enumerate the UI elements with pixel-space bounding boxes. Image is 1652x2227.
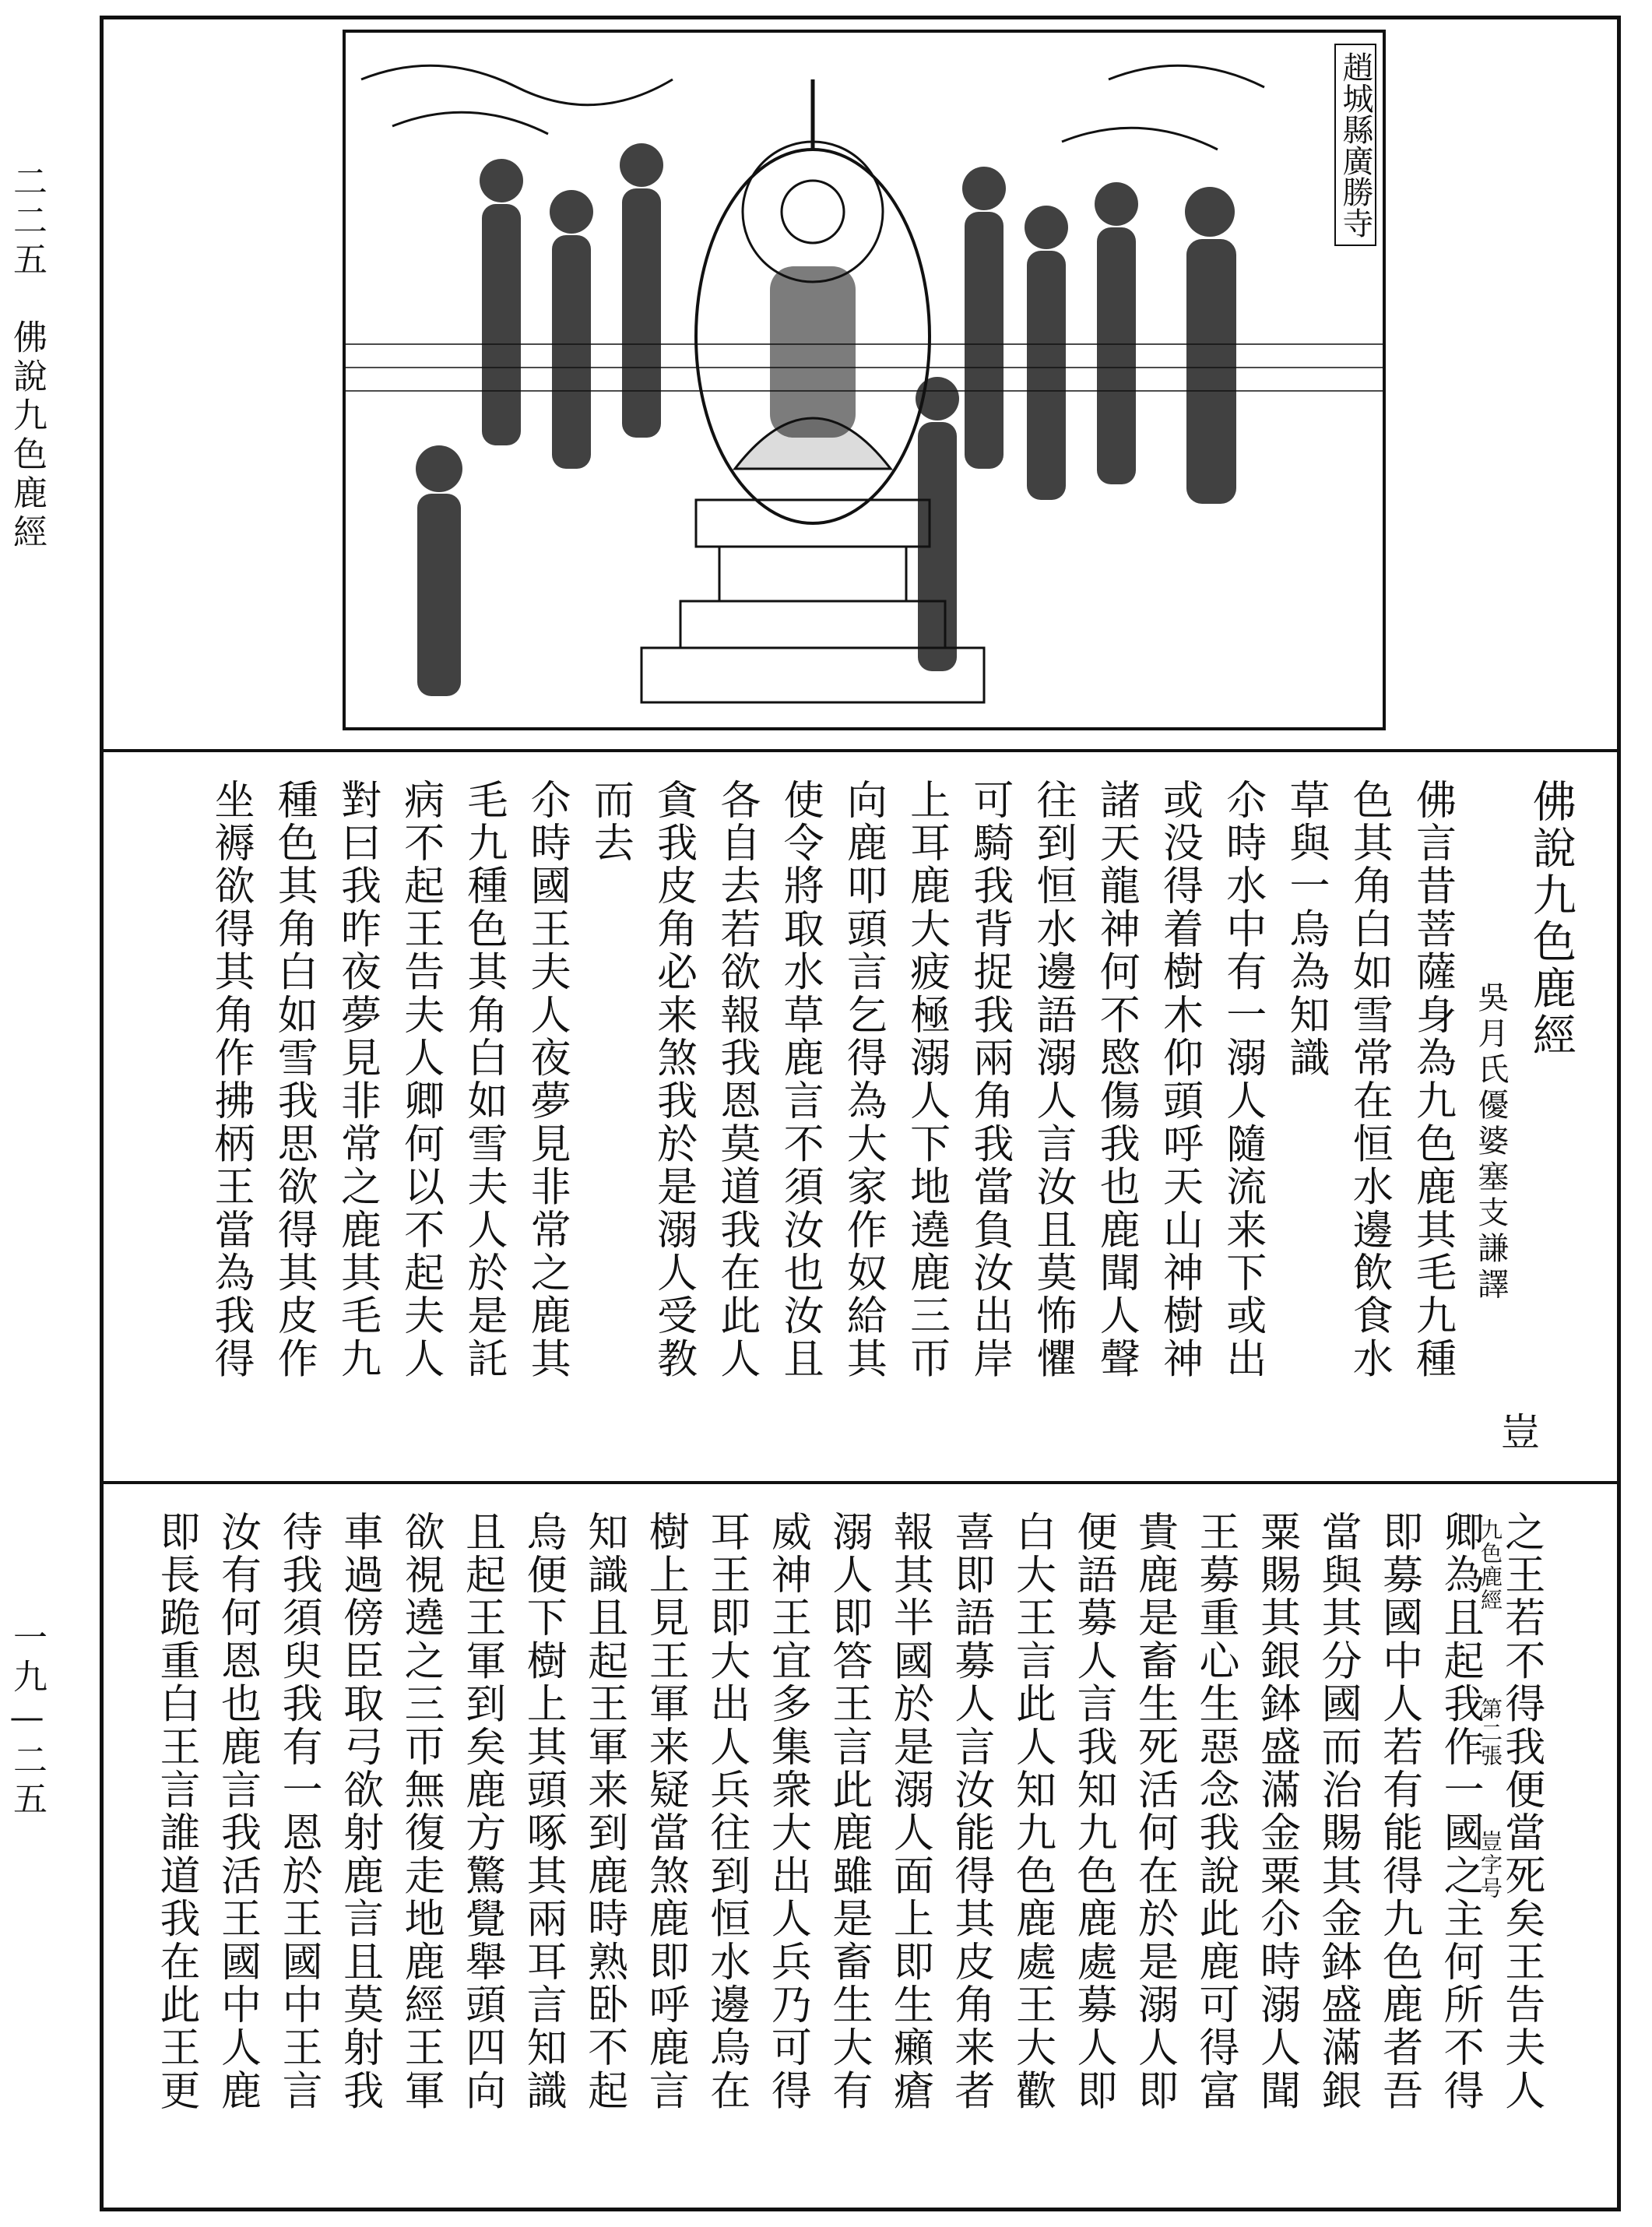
text-column: 對曰我昨夜夢見非常之鹿其毛九 [333, 779, 381, 1381]
text-column: 且起王軍到矣鹿方驚覺舉頭四向 [458, 1511, 505, 2113]
margin-sutra-heading: 二二五 佛說九色鹿經 [7, 164, 47, 553]
text-column: 貪我皮角必来煞我於是溺人受教 [649, 779, 697, 1381]
divider-bottom [100, 1481, 1621, 1484]
text-column: 或没得着樹木仰頭呼天山神樹神 [1155, 779, 1203, 1381]
text-column: 上耳鹿大疲極溺人下地遶鹿三帀 [902, 779, 950, 1381]
text-column: 可騎我背捉我兩角我當負汝出岸 [965, 779, 1013, 1381]
text-column: 卿為且起我作一國之主何所不得 [1436, 1511, 1484, 2113]
text-column: 色其角白如雪常在恒水邊飲食水 [1345, 779, 1393, 1381]
text-column: 尒時國王夫人夜夢見非常之鹿其 [523, 779, 571, 1381]
text-column: 王募重心生惡念我說此鹿可得富 [1192, 1511, 1239, 2113]
text-column: 草與一烏為知識 [1281, 779, 1329, 1080]
text-column: 威神王宜多集衆大出人兵乃可得 [764, 1511, 811, 2113]
text-column: 烏便下樹上其頭啄其兩耳言知識 [519, 1511, 567, 2113]
text-column: 白大王言此人知九色鹿處王大歡 [1008, 1511, 1056, 2113]
translator-line: 吳月氏優婆塞支謙譯 [1472, 981, 1509, 1303]
block-mark: 豈 [1501, 1410, 1540, 1455]
text-column: 喜即語募人言汝能得其皮角来者 [947, 1511, 994, 2113]
illustration-drawing [346, 33, 1386, 730]
text-column: 使令將取水草鹿言不須汝也汝且 [776, 779, 824, 1381]
text-column: 耳王即大出人兵往到恒水邊烏在 [702, 1511, 750, 2113]
temple-label: 趙城縣廣勝寺 [1334, 44, 1376, 246]
text-column: 車過傍臣取弓欲射鹿言且莫射我 [336, 1511, 383, 2113]
text-column: 報其半國於是溺人面上即生癩瘡 [886, 1511, 933, 2113]
text-column: 往到恒水邊語溺人言汝且莫怖懼 [1029, 779, 1077, 1381]
sutra-text-block-2 [153, 1511, 1545, 2196]
text-column: 即長跪重白王言誰道我在此王更 [153, 1511, 199, 2113]
sutra-title: 佛說九色鹿經 [1525, 779, 1576, 1059]
text-column: 諸天龍神何不愍傷我也鹿聞人聲 [1092, 779, 1140, 1381]
text-column: 貴鹿是畜生死活何在於是溺人即 [1130, 1511, 1178, 2113]
text-column: 汝有何恩也鹿言我活王國中人鹿 [213, 1511, 261, 2113]
text-column: 知識且起王軍来到鹿時熟卧不起 [580, 1511, 627, 2113]
text-column: 溺人即答王言此鹿雖是畜生大有 [824, 1511, 872, 2113]
side-note-mark: 豈字号 [1478, 1830, 1503, 1900]
text-column: 即募國中人若有能得九色鹿者吾 [1375, 1511, 1422, 2113]
text-column: 欲視遶之三帀無復走地鹿經王軍 [397, 1511, 445, 2113]
text-column: 粟賜其銀鉢盛滿金粟尒時溺人聞 [1253, 1511, 1300, 2113]
text-column: 尒時水中有一溺人隨流来下或出 [1218, 779, 1266, 1381]
text-column: 坐褥欲得其角作拂柄王當為我得 [207, 779, 254, 1381]
text-column: 樹上見王軍来疑當煞鹿即呼鹿言 [641, 1511, 689, 2113]
text-column: 種色其角白如雪我思欲得其皮作 [270, 779, 318, 1381]
text-column: 之王若不得我便當死矣王告夫人 [1497, 1511, 1545, 2113]
text-column: 待我須臾我有一恩於王國中王言 [275, 1511, 322, 2113]
text-column: 向鹿叩頭言乞得為大家作奴給其 [839, 779, 887, 1381]
text-column: 便語募人言我知九色鹿處募人即 [1069, 1511, 1116, 2113]
text-column: 佛言昔菩薩身為九色鹿其毛九種 [1408, 779, 1456, 1381]
text-column: 當與其分國而治賜其金鉢盛滿銀 [1314, 1511, 1362, 2113]
divider-top [100, 749, 1621, 752]
side-note-title: 九色鹿經 [1478, 1518, 1503, 1612]
text-column: 而去 [586, 779, 634, 865]
woodblock-illustration [343, 30, 1386, 730]
text-column: 毛九種色其角白如雪夫人於是託 [459, 779, 507, 1381]
side-note-sheet: 第二張 [1478, 1698, 1503, 1768]
margin-page-number: 一九—二五 [7, 1620, 47, 1820]
text-column: 病不起王告夫人卿何以不起夫人 [396, 779, 444, 1381]
sutra-text-block-1 [207, 779, 1576, 1464]
text-column: 各自去若欲報我恩莫道我在此人 [712, 779, 760, 1381]
